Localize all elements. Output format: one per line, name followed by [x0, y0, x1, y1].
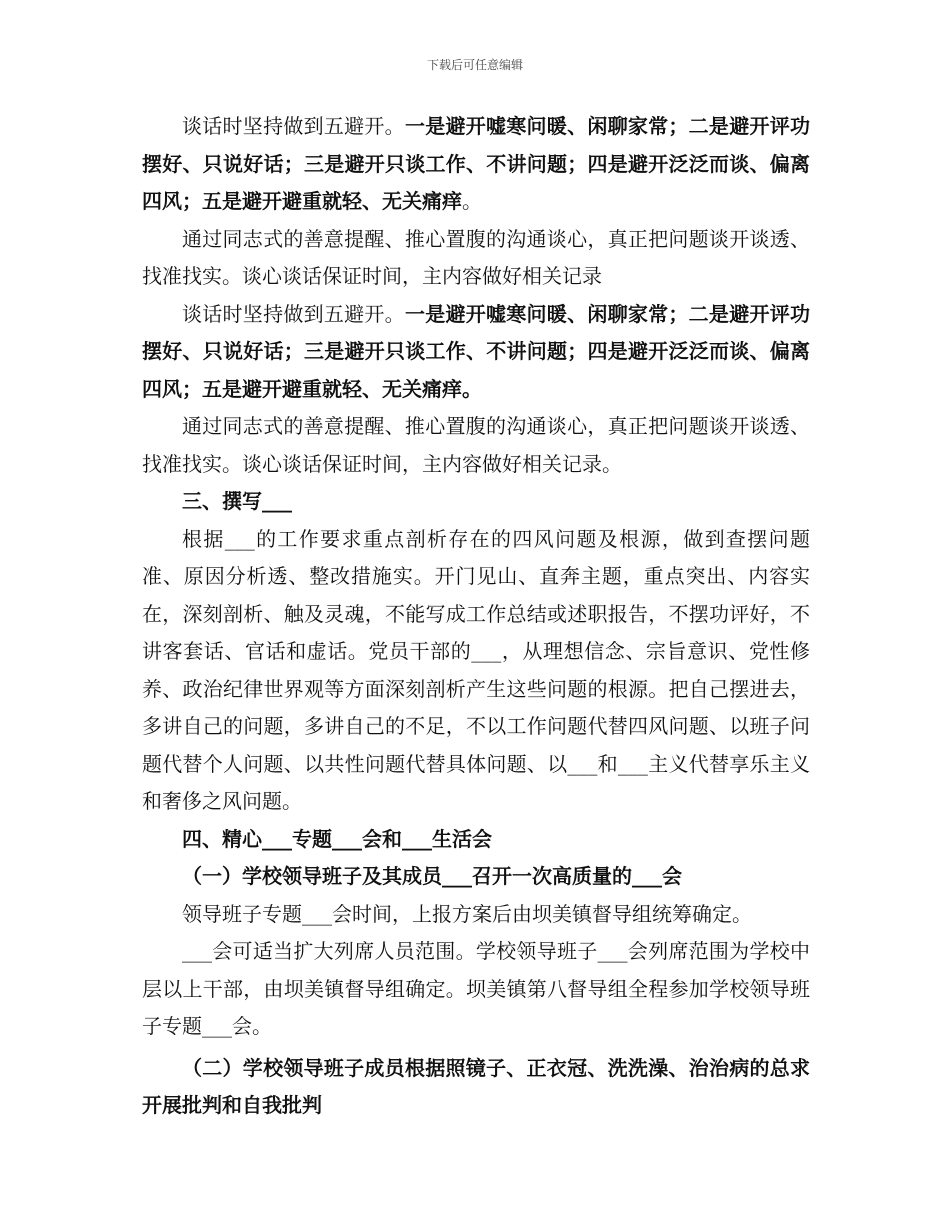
paragraph-five-avoid-2 — [142, 296, 810, 409]
subsection-heading-2: （二）学校领导班子成员根据照镜子、正衣冠、洗洗澡、治治病的总求开展批判和自我批判 — [142, 1055, 810, 1117]
paragraph-writing: 根据___的工作要求重点剖析存在的四风问题及根源，做到查摆问题准、原因分析透、整改措施实。开门见山、直奔主题，重点突出、内容实在，深刻剖析、触及灵魂，不能写成工作总结或述职报告，不摆功评好，不讲客套话、官话和虚话。党员干部的___，从理想信念、宗旨意识、党性修养、政治纪律世界观等方面深刻剖析产生这些问题的根源。把自己摆进去，多讲自己的问题，多讲自己的不足，不以工作问题代替四风问题、以班子问题代替个人问题、以共性问题代替具体问题、以___和___主义代替享乐主义和奢侈之风问题。 — [142, 526, 810, 813]
paragraph-bold: 一是避开嘘寒问暖、闲聊家常；二是避开评功摆好、只说好话；三是避开只谈工作、不讲问题；四是避开泛泛而谈、偏离四风；五是避开避重就轻、无关痛痒。 — [142, 301, 811, 401]
section-heading-4: 四、精心___专题___会和___生活会 — [182, 826, 492, 851]
paragraph-lead: 谈话时坚持做到五避开。 — [182, 114, 405, 138]
paragraph-lead: 谈话时坚持做到五避开。 — [182, 301, 405, 326]
section-heading-3: 三、撰写___ — [182, 489, 292, 513]
paragraph-meeting-time: 领导班子专题___会时间，上报方案后由坝美镇督导组统筹确定。 — [182, 901, 752, 926]
paragraph-five-avoid-1 — [142, 108, 810, 221]
subsection-heading-1: （一）学校领导班子及其成员___召开一次高质量的___会 — [182, 864, 682, 888]
paragraph-tail: 。 — [462, 189, 482, 213]
page-header: 下载后可任意编辑 — [426, 58, 523, 72]
paragraph-bold: 一是避开嘘寒问暖、闲聊家常；二是避开评功摆好、只说好话；三是避开只谈工作、不讲问题；四是避开泛泛而谈、偏离四风；五是避开避重就轻、无关痛痒 — [142, 114, 811, 213]
paragraph-communication-1: 通过同志式的善意提醒、推心置腹的沟通谈心，真正把问题谈开谈透、找准找实。谈心谈话保证时间，主内容做好相关记录 — [142, 226, 810, 288]
paragraph-attendance: ___会可适当扩大列席人员范围。学校领导班子___会列席范围为学校中层以上干部，由坝美镇督导组确定。坝美镇第八督导组全程参加学校领导班子专题___会。 — [142, 939, 810, 1038]
paragraph-communication-2: 通过同志式的善意提醒、推心置腹的沟通谈心，真正把问题谈开谈透、找准找实。谈心谈话保证时间，主内容做好相关记录。 — [142, 414, 810, 476]
document-body — [142, 108, 810, 1125]
